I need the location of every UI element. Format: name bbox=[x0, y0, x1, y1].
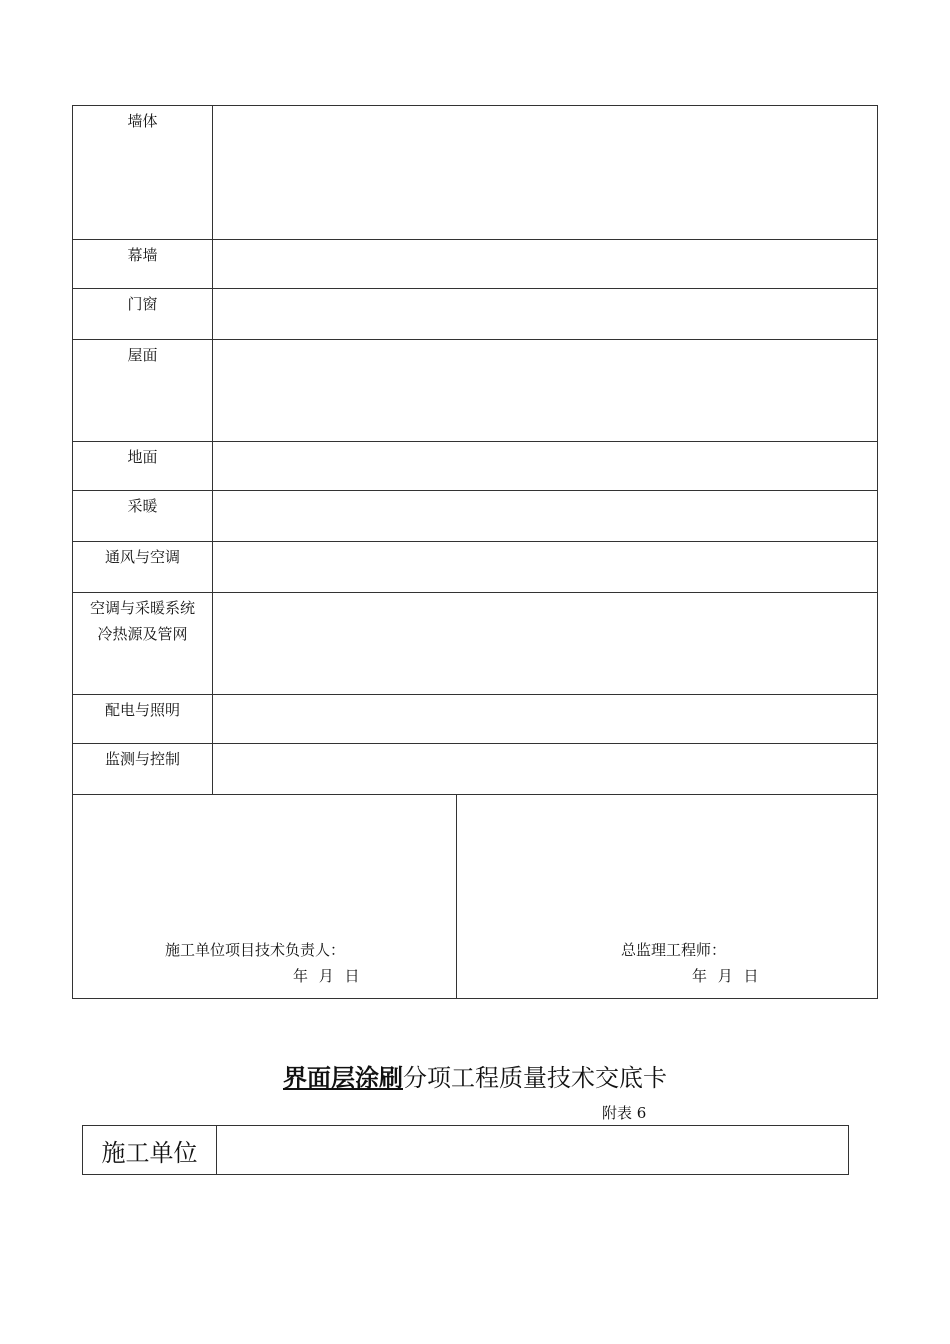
table-row bbox=[73, 744, 878, 795]
row-content-power-lighting[interactable] bbox=[213, 695, 878, 744]
contractor-date-label: 年 月 日 bbox=[293, 967, 363, 985]
table-row bbox=[73, 491, 878, 542]
row-label-wall: 墙体 bbox=[73, 106, 213, 240]
chief-supervisor-label: 总监理工程师： bbox=[621, 941, 727, 959]
card-title bbox=[0, 1058, 950, 1093]
row-label-hvac-source-line1: 空调与采暖系统 bbox=[89, 599, 195, 617]
row-content-ventilation[interactable] bbox=[213, 542, 878, 593]
row-label-doors-windows: 门窗 bbox=[73, 289, 213, 340]
card-title-rest: 分项工程质量技术交底卡 bbox=[403, 1064, 667, 1092]
signature-row bbox=[73, 795, 878, 999]
card-title-subitem: 界面层涂刷 bbox=[283, 1063, 403, 1092]
construction-unit-field[interactable] bbox=[217, 1126, 849, 1175]
row-label-roof: 屋面 bbox=[73, 340, 213, 442]
table-row bbox=[83, 1126, 849, 1175]
row-label-power-lighting: 配电与照明 bbox=[73, 695, 213, 744]
appendix-number: 附表 6 bbox=[602, 1104, 647, 1122]
table-row bbox=[73, 106, 878, 240]
row-content-hvac-source[interactable] bbox=[213, 593, 878, 695]
supervisor-date-label: 年 月 日 bbox=[692, 967, 762, 985]
energy-item-table bbox=[72, 105, 878, 999]
supervisor-signature-cell[interactable] bbox=[457, 795, 878, 999]
construction-unit-label: 施工单位 bbox=[83, 1126, 217, 1175]
table-row bbox=[73, 542, 878, 593]
table-row bbox=[73, 442, 878, 491]
row-content-heating[interactable] bbox=[213, 491, 878, 542]
row-label-hvac-source-line2: 冷热源及管网 bbox=[97, 625, 188, 643]
contractor-tech-lead-label: 施工单位项目技术负责人： bbox=[165, 941, 346, 959]
row-content-doors-windows[interactable] bbox=[213, 289, 878, 340]
row-content-roof[interactable] bbox=[213, 340, 878, 442]
table-row bbox=[73, 289, 878, 340]
row-content-curtain-wall[interactable] bbox=[213, 240, 878, 289]
row-label-curtain-wall: 幕墙 bbox=[73, 240, 213, 289]
row-content-monitoring-control[interactable] bbox=[213, 744, 878, 795]
row-label-monitoring-control: 监测与控制 bbox=[73, 744, 213, 795]
row-label-floor: 地面 bbox=[73, 442, 213, 491]
row-content-wall[interactable] bbox=[213, 106, 878, 240]
row-label-hvac-source bbox=[73, 593, 213, 695]
table-row bbox=[73, 340, 878, 442]
table-row bbox=[73, 240, 878, 289]
construction-unit-table bbox=[82, 1125, 849, 1175]
table-row bbox=[73, 695, 878, 744]
row-label-heating: 采暖 bbox=[73, 491, 213, 542]
row-label-ventilation: 通风与空调 bbox=[73, 542, 213, 593]
contractor-signature-cell[interactable] bbox=[73, 795, 457, 999]
row-content-floor[interactable] bbox=[213, 442, 878, 491]
table-row bbox=[73, 593, 878, 695]
